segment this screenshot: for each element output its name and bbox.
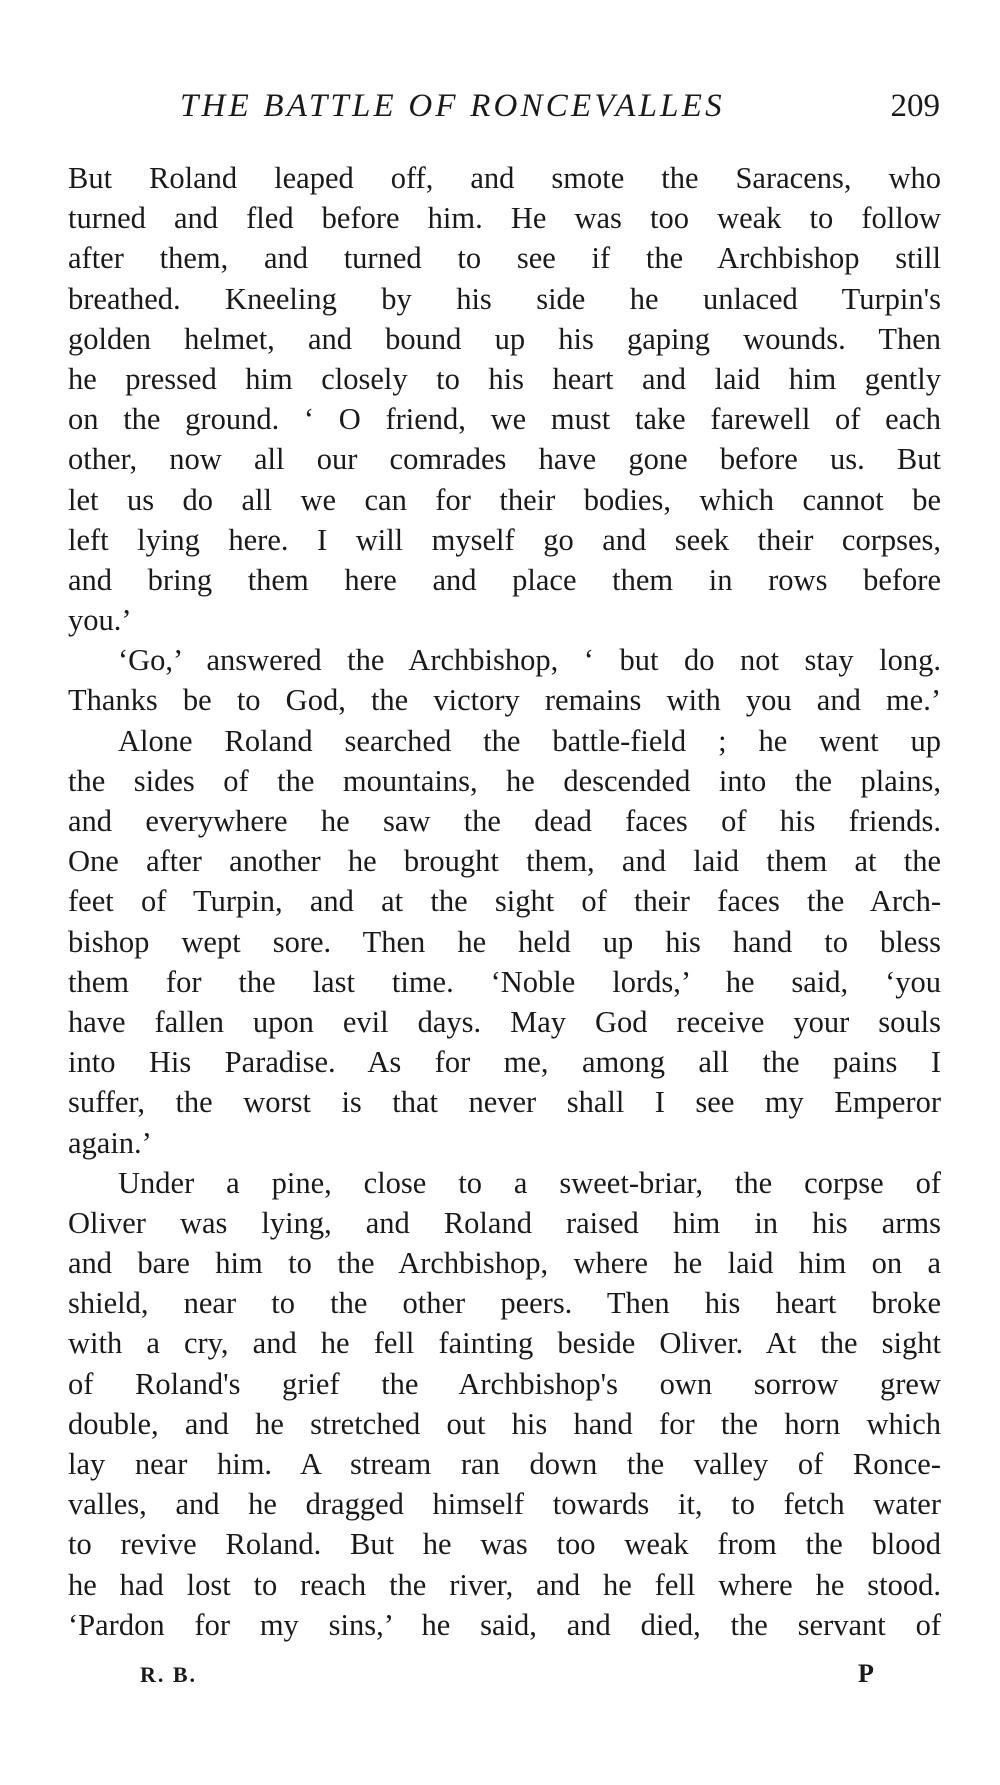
page-header — [180, 88, 940, 128]
text-line: golden helmet, and bound up his gaping wounds. Then — [68, 321, 941, 356]
text-line: let us do all we can for their bodies, which cannot be — [68, 482, 941, 517]
text-line: to revive Roland. But he was too weak from the blood — [68, 1527, 941, 1562]
text-line: other, now all our comrades have gone before us. But — [68, 442, 941, 477]
text-line: after them, and turned to see if the Archbishop still — [68, 241, 941, 276]
text-line: suffer, the worst is that never shall I see my Emperor — [68, 1085, 941, 1120]
body-text — [68, 158, 941, 1645]
text-line: breathed. Kneeling by his side he unlaced Turpin's — [68, 281, 941, 316]
text-line: you.’ — [68, 603, 132, 638]
text-line: he had lost to reach the river, and he fell where he stood. — [68, 1567, 941, 1602]
signature-letter: P — [858, 1659, 874, 1688]
text-line: double, and he stretched out his hand for the horn which — [68, 1406, 941, 1441]
text-line: them for the last time. ‘Noble lords,’ he said, ‘you — [68, 964, 941, 999]
text-line: have fallen upon evil days. May God receive your souls — [68, 1004, 941, 1039]
text-line: and everywhere he saw the dead faces of his friends. — [68, 804, 941, 838]
text-line: with a cry, and he fell fainting beside Oliver. At the sight — [68, 1326, 941, 1361]
text-line: Alone Roland searched the battle-field ; he went up — [118, 723, 941, 758]
text-line: turned and fled before him. He was too weak to follow — [68, 201, 941, 236]
text-line: he pressed him closely to his heart and laid him gently — [68, 361, 941, 396]
text-line: and bare him to the Archbishop, where he laid him on a — [68, 1246, 941, 1281]
running-title: THE BATTLE OF RONCEVALLES — [180, 88, 725, 124]
text-line: the sides of the mountains, he descended into the plains, — [68, 763, 941, 798]
text-line: left lying here. I will myself go and seek their corpses, — [68, 522, 941, 557]
signature-mark: R. B. — [140, 1662, 198, 1687]
page-number: 209 — [890, 88, 940, 124]
text-line: ‘Pardon for my sins,’ he said, and died, the servant of — [68, 1607, 941, 1642]
text-line: valles, and he dragged himself towards it, to fetch water — [68, 1487, 941, 1522]
text-line: shield, near to the other peers. Then his heart broke — [68, 1286, 941, 1321]
text-line: bishop wept sore. Then he held up his hand to bless — [68, 924, 941, 959]
text-line: Oliver was lying, and Roland raised him in his arms — [68, 1205, 941, 1240]
text-line: and bring them here and place them in rows before — [68, 562, 941, 597]
text-line: on the ground. ‘ O friend, we must take farewell of each — [68, 402, 941, 437]
text-line: Thanks be to God, the victory remains with you and me.’ — [68, 683, 941, 718]
text-line: of Roland's grief the Archbishop's own sorrow grew — [68, 1366, 941, 1401]
text-line: But Roland leaped off, and smote the Saracens, who — [68, 161, 941, 195]
text-line: lay near him. A stream ran down the valley of Ronce- — [68, 1447, 941, 1481]
text-line: feet of Turpin, and at the sight of their faces the Arch- — [68, 884, 941, 919]
text-line: ‘Go,’ answered the Archbishop, ‘ but do not stay long. — [118, 643, 941, 678]
text-line: One after another he brought them, and laid them at the — [68, 844, 941, 879]
text-line: into His Paradise. As for me, among all the pains I — [68, 1045, 941, 1080]
text-line: again.’ — [68, 1125, 152, 1160]
text-line: Under a pine, close to a sweet-briar, the corpse of — [118, 1165, 941, 1200]
